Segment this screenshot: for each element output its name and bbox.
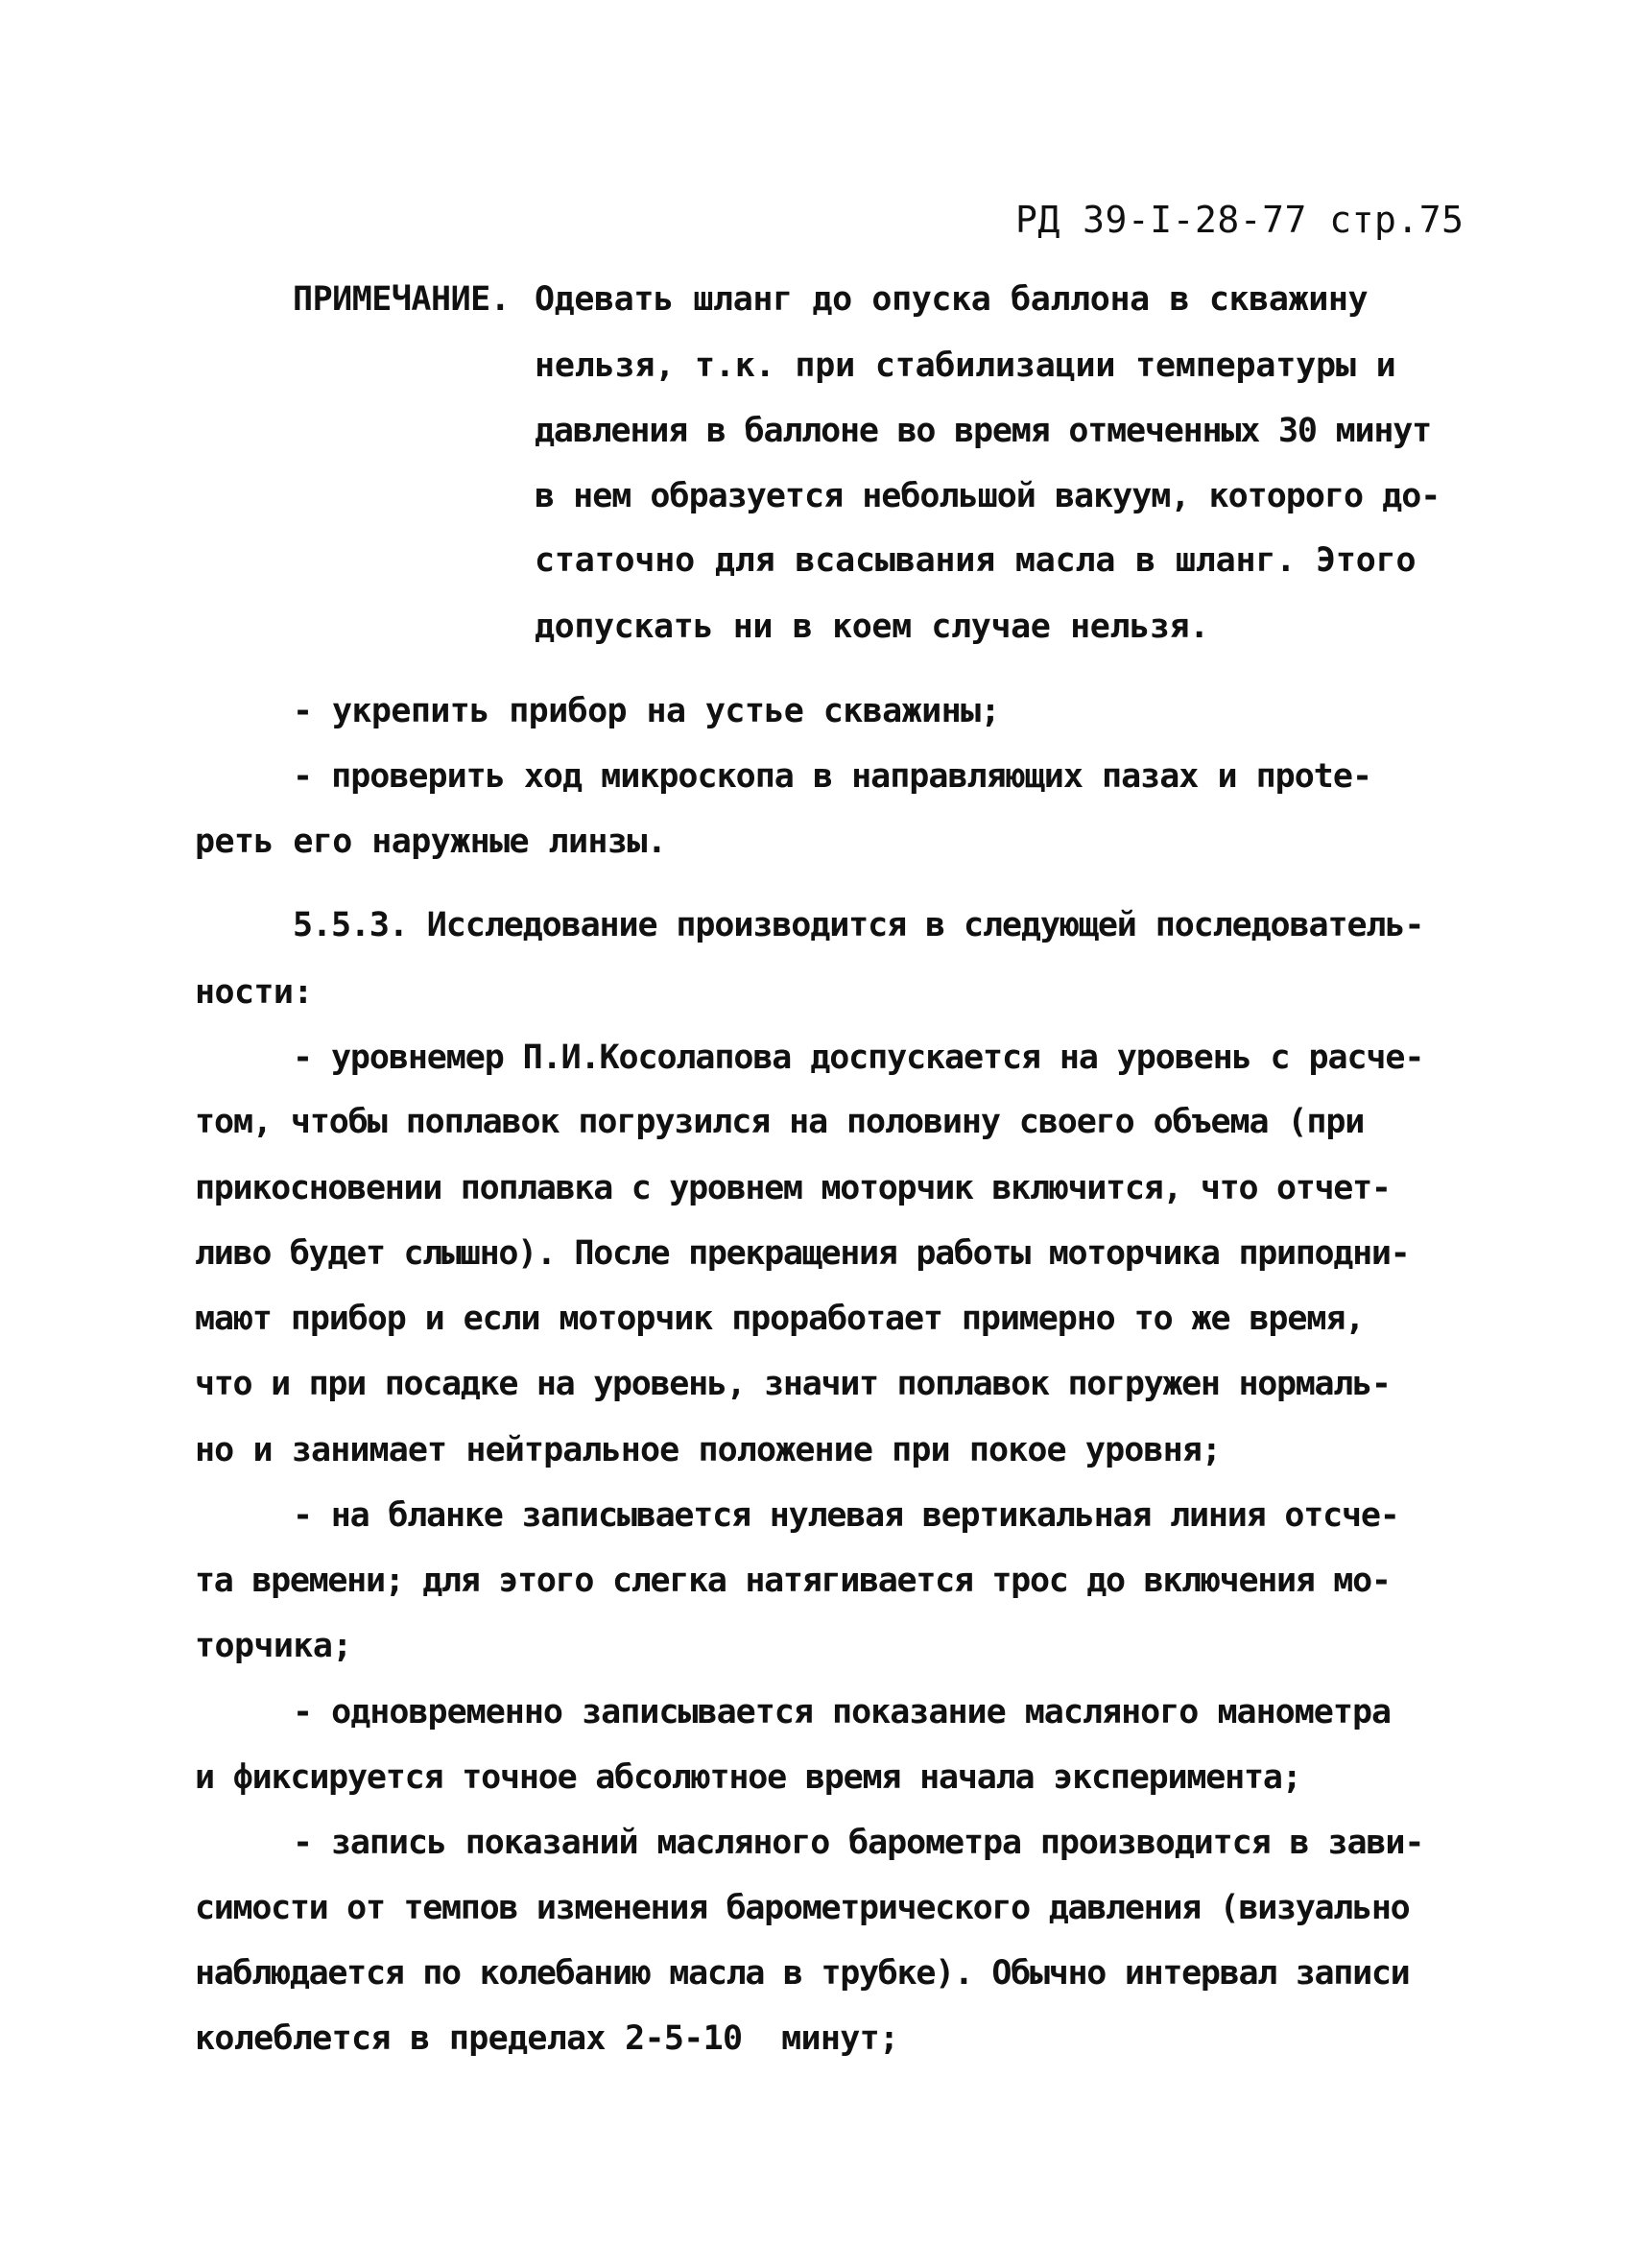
body-line: - одновременно записывается показание масляного манометра [293, 1693, 1392, 1731]
body-line: и фиксируется точное абсолютное время начала эксперимента; [195, 1758, 1301, 1797]
body-line: наблюдается по колебанию масла в трубке). Обычно интервал записи [195, 1954, 1410, 1993]
body-line: та времени; для этого слегка натягивается трос до включения мо- [195, 1562, 1391, 1600]
note-line: допускать ни в коем случае нельзя. [535, 608, 1209, 646]
note-line: Одевать шланг до опуска баллона в скважину [535, 280, 1369, 319]
body-line: том, чтобы поплавок погрузился на половину своего объема (при [195, 1103, 1365, 1141]
body-line: мают прибор и если моторчик проработает примерно то же время, [195, 1300, 1365, 1338]
body-line: но и занимает нейтральное положение при покое уровня; [195, 1431, 1222, 1469]
body-line: 5.5.3. Исследование производится в следующей последователь- [293, 906, 1424, 944]
body-line: - укрепить прибор на устье скважины; [293, 692, 1000, 730]
body-line: торчика; [195, 1627, 352, 1665]
body-line: ности: [195, 973, 313, 1012]
note-line: нельзя, т.к. при стабилизации температуры и [535, 346, 1396, 385]
note-line: давления в баллоне во время отмеченных 30 минут [535, 412, 1431, 450]
body-line: - проверить ход микроскопа в направляющих пазах и прote- [293, 757, 1372, 796]
note-line: статочно для всасывания масла в шланг. Этого [535, 541, 1417, 580]
page-header: РД 39-I-28-77 стр.75 [1015, 199, 1464, 241]
body-line: реть его наружные линзы. [195, 823, 667, 861]
note-label: ПРИМЕЧАНИЕ. [293, 280, 511, 319]
body-line: симости от темпов изменения барометрического давления (визуально [195, 1889, 1410, 1927]
body-line: что и при посадке на уровень, значит поплавок погружен нормаль- [195, 1365, 1391, 1403]
body-line: - уровнемер П.И.Косолапова доспускается на уровень с расче- [293, 1039, 1424, 1077]
body-line: прикосновении поплавка с уровнем моторчик включится, что отчет- [195, 1169, 1391, 1207]
note-line: в нем образуется небольшой вакуум, которого до- [535, 477, 1441, 515]
body-line: - на бланке записывается нулевая вертикальная линия отсче- [293, 1496, 1399, 1535]
body-line: колеблется в пределах 2-5-10 минут; [195, 2019, 899, 2058]
body-line: ливо будет слышно). После прекращения работы моторчика приподни- [195, 1234, 1410, 1273]
body-line: - запись показаний масляного барометра производится в зави- [293, 1824, 1424, 1862]
